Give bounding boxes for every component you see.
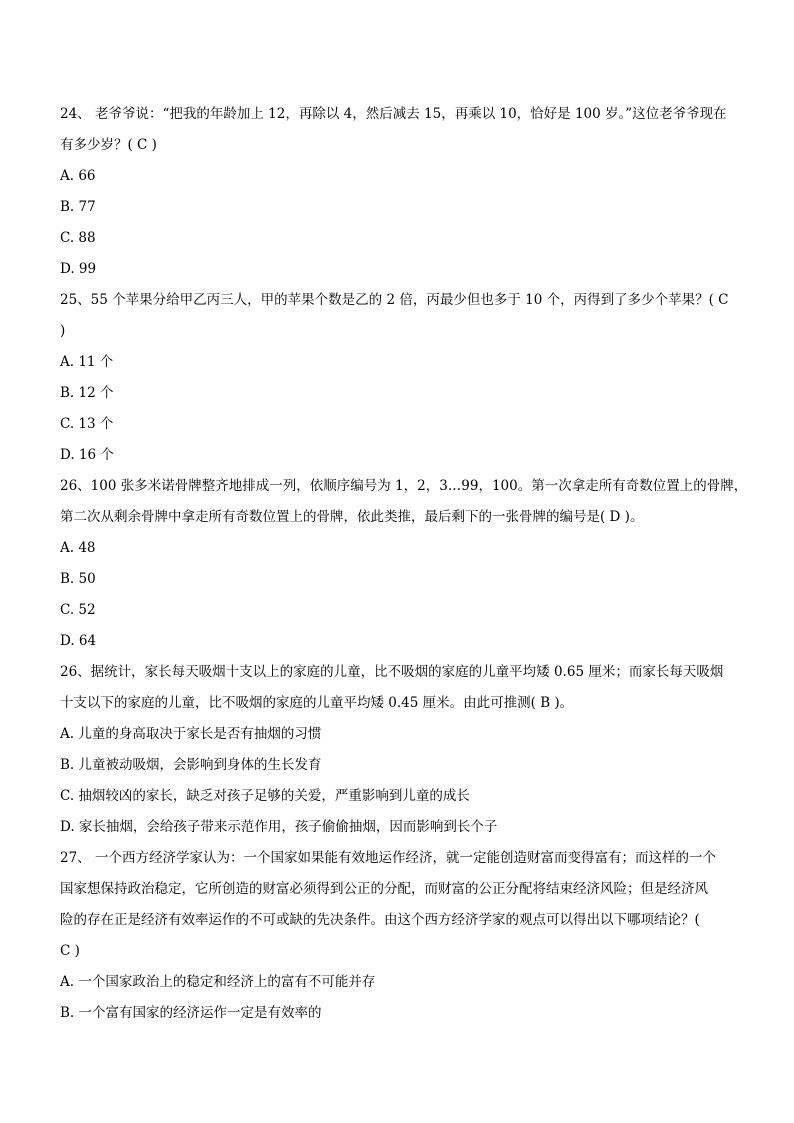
question-24 (60, 99, 750, 285)
question-stem-line: 十支以下的家庭的儿童，比不吸烟的家庭的儿童平均矮 0.45 厘米。由此可推测( B )。 (60, 695, 574, 711)
answer-option: B. 12 个 (60, 385, 114, 401)
question-stem-line: 27、 一个西方经济学家认为：一个国家如果能有效地运作经济，就一定能创造财富而变得富有；而这样的一个 (60, 850, 716, 866)
answer-option: D. 99 (60, 261, 97, 277)
document-page (60, 99, 750, 1029)
answer-option: C. 13 个 (60, 416, 114, 432)
answer-option: B. 儿童被动吸烟，会影响到身体的生长发育 (60, 757, 322, 773)
answer-option: C. 抽烟较凶的家长，缺乏对孩子足够的关爱，严重影响到儿童的成长 (60, 788, 470, 804)
answer-option: A. 11 个 (60, 354, 114, 370)
question-stem-line: 国家想保持政治稳定，它所创造的财富必须得到公正的分配，而财富的公正分配将结束经济风险；但是经济风 (60, 881, 708, 897)
question-stem-line: ) (60, 323, 66, 339)
answer-option: D. 家长抽烟，会给孩子带来示范作用，孩子偷偷抽烟，因而影响到长个子 (60, 819, 498, 835)
question-25 (60, 285, 750, 471)
answer-option: A. 48 (60, 540, 96, 556)
question-stem-line: 26、100 张多米诺骨牌整齐地排成一列，依顺序编号为 1，2，3…99，100。第一次拿走所有奇数位置上的骨牌， (60, 478, 748, 494)
question-stem-line: 有多少岁？( C ) (60, 137, 157, 153)
question-stem-line: 第二次从剩余骨牌中拿走所有奇数位置上的骨牌，依此类推，最后剩下的一张骨牌的编号是( D )。 (60, 509, 644, 525)
answer-option: B. 50 (60, 571, 96, 587)
answer-option: B. 一个富有国家的经济运作一定是有效率的 (60, 1005, 322, 1021)
question-stem-line: C ) (60, 943, 80, 959)
question-stem-line: 险的存在正是经济有效率运作的不可或缺的先决条件。由这个西方经济学家的观点可以得出以下哪项结论？( (60, 912, 700, 928)
question-26-smoking (60, 657, 750, 843)
answer-option: C. 88 (60, 230, 96, 246)
question-26-dominoes (60, 471, 750, 657)
question-stem-line: 25、55 个苹果分给甲乙丙三人，甲的苹果个数是乙的 2 倍，丙最少但也多于 10 个，丙得到了多少个苹果？( C (60, 292, 729, 308)
question-stem-line: 26、据统计，家长每天吸烟十支以上的家庭的儿童，比不吸烟的家庭的儿童平均矮 0.65 厘米；而家长每天吸烟 (60, 664, 724, 680)
answer-option: A. 儿童的身高取决于家长是否有抽烟的习惯 (60, 726, 322, 742)
answer-option: A. 一个国家政治上的稳定和经济上的富有不可能并存 (60, 974, 376, 990)
question-stem-line: 24、 老爷爷说：“把我的年龄加上 12，再除以 4，然后减去 15，再乘以 10，恰好是 100 岁。”这位老爷爷现在 (60, 106, 727, 122)
answer-option: B. 77 (60, 199, 96, 215)
answer-option: D. 64 (60, 633, 97, 649)
answer-option: A. 66 (60, 168, 96, 184)
answer-option: D. 16 个 (60, 447, 114, 463)
question-27 (60, 843, 750, 1029)
answer-option: C. 52 (60, 602, 96, 618)
